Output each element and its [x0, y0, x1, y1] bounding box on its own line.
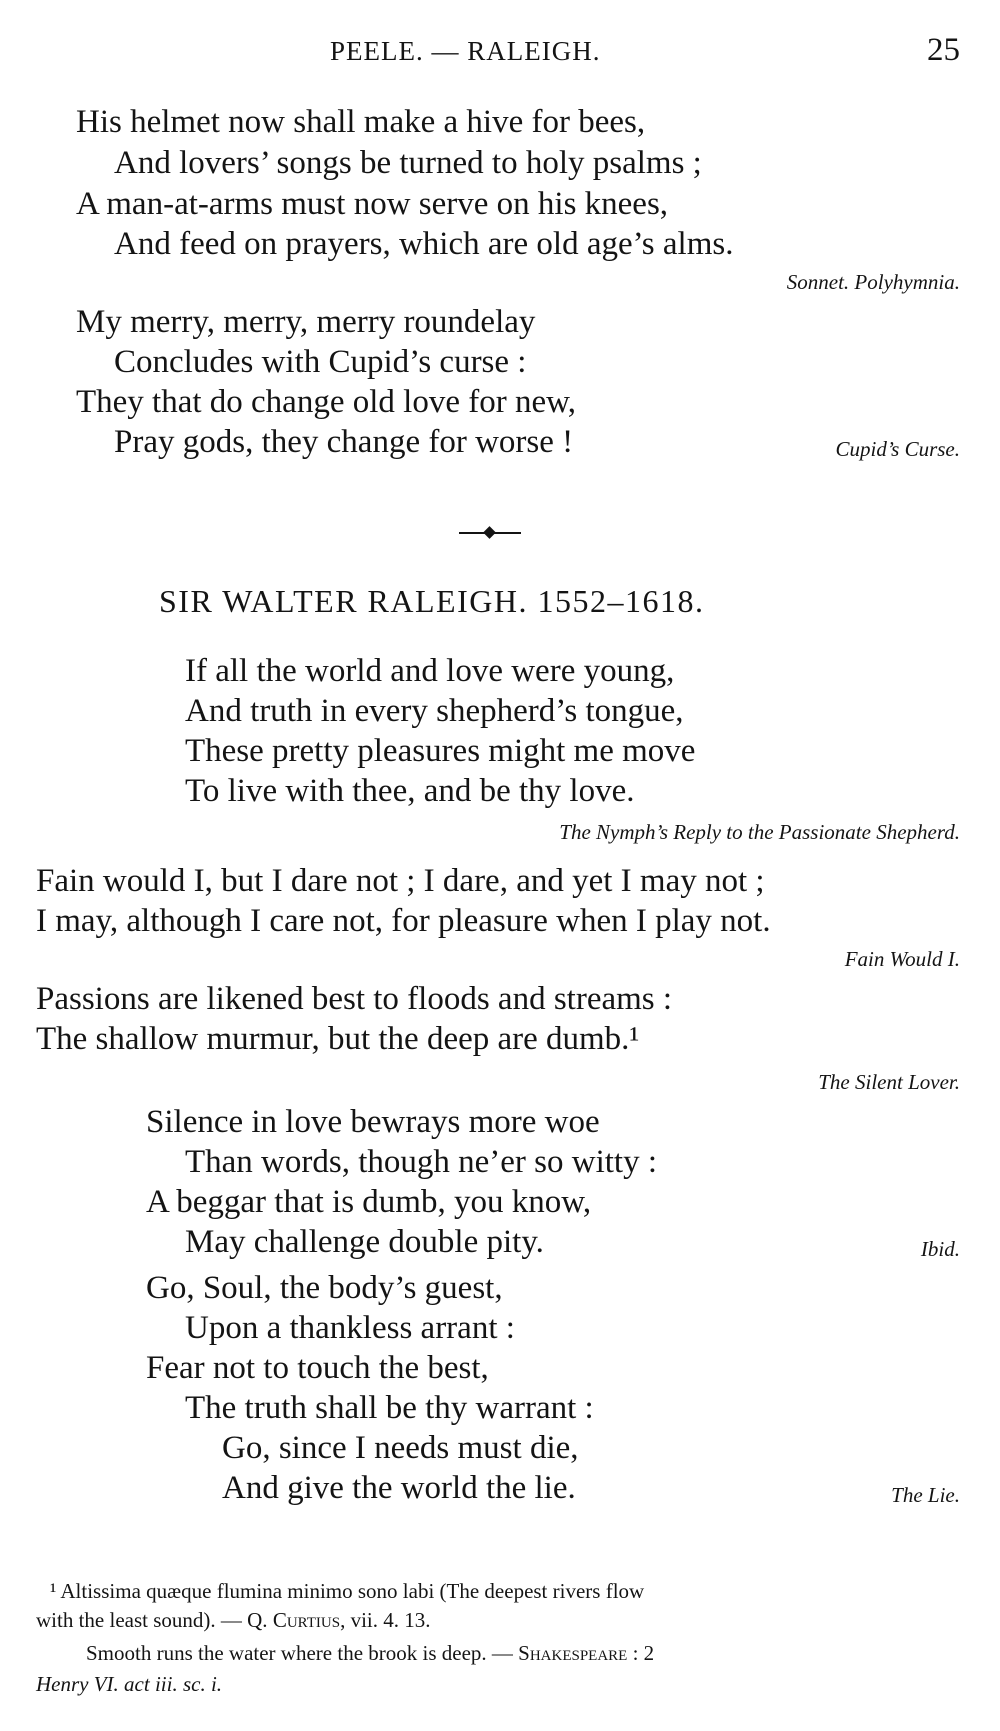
verse-line: Than words, though ne’er so witty : — [185, 1144, 658, 1180]
footnote-line: Smooth runs the water where the brook is deep. — Shakespeare : 2 — [86, 1641, 655, 1665]
footnote-line: Henry VI. act iii. sc. i. — [36, 1672, 223, 1696]
source-credit: The Nymph’s Reply to the Passionate Shepherd. — [559, 820, 960, 844]
source-credit: Ibid. — [920, 1237, 960, 1261]
verse-line: Fear not to touch the best, — [146, 1350, 489, 1386]
source-credit: Fain Would I. — [844, 947, 960, 971]
verse-line: May challenge double pity. — [185, 1224, 544, 1260]
running-header: PEELE. — RALEIGH. — [330, 36, 601, 66]
verse-line: And feed on prayers, which are old age’s alms. — [114, 226, 734, 262]
verse-line: Passions are likened best to floods and streams : — [36, 981, 673, 1017]
section-heading: SIR WALTER RALEIGH. 1552–1618. — [159, 583, 705, 619]
verse-line: The shallow murmur, but the deep are dumb.¹ — [36, 1021, 640, 1057]
verse-line: Go, since I needs must die, — [222, 1430, 579, 1466]
verse-line: These pretty pleasures might me move — [185, 733, 696, 769]
verse-line: Go, Soul, the body’s guest, — [146, 1270, 503, 1306]
verse-line: Pray gods, they change for worse ! — [114, 424, 574, 460]
verse-line: Upon a thankless arrant : — [185, 1310, 515, 1346]
source-credit: Cupid’s Curse. — [835, 437, 960, 461]
source-credit: Sonnet. Polyhymnia. — [786, 270, 960, 294]
verse-line: I may, although I care not, for pleasure when I play not. — [36, 903, 771, 939]
section-divider-ornament — [459, 527, 521, 539]
verse-line: And lovers’ songs be turned to holy psalms ; — [114, 145, 702, 181]
verse-line: Silence in love bewrays more woe — [146, 1104, 600, 1140]
source-credit: The Lie. — [891, 1483, 960, 1507]
footnote-line: with the least sound). — Q. Curtius, vii. 4. 13. — [36, 1608, 431, 1632]
source-credit: The Silent Lover. — [818, 1070, 960, 1094]
verse-line: And truth in every shepherd’s tongue, — [185, 693, 684, 729]
verse-line: The truth shall be thy warrant : — [185, 1390, 594, 1426]
verse-line: A beggar that is dumb, you know, — [146, 1184, 592, 1220]
footnote-line: ¹ Altissima quæque flumina minimo sono labi (The deepest rivers flow — [50, 1579, 645, 1603]
verse-line: A man-at-arms must now serve on his knees, — [76, 186, 669, 222]
page-number: 25 — [927, 32, 960, 68]
verse-line: If all the world and love were young, — [185, 653, 675, 689]
verse-line: They that do change old love for new, — [76, 384, 577, 420]
verse-line: To live with thee, and be thy love. — [185, 773, 635, 809]
verse-line: Fain would I, but I dare not ; I dare, and yet I may not ; — [36, 863, 765, 899]
verse-line: And give the world the lie. — [222, 1470, 576, 1506]
verse-line: His helmet now shall make a hive for bees, — [76, 104, 646, 140]
footnote-author: Shakespeare — [518, 1641, 628, 1665]
footnote-author: Curtius — [272, 1608, 341, 1632]
verse-line: Concludes with Cupid’s curse : — [114, 344, 527, 380]
verse-line: My merry, merry, merry roundelay — [76, 304, 536, 340]
